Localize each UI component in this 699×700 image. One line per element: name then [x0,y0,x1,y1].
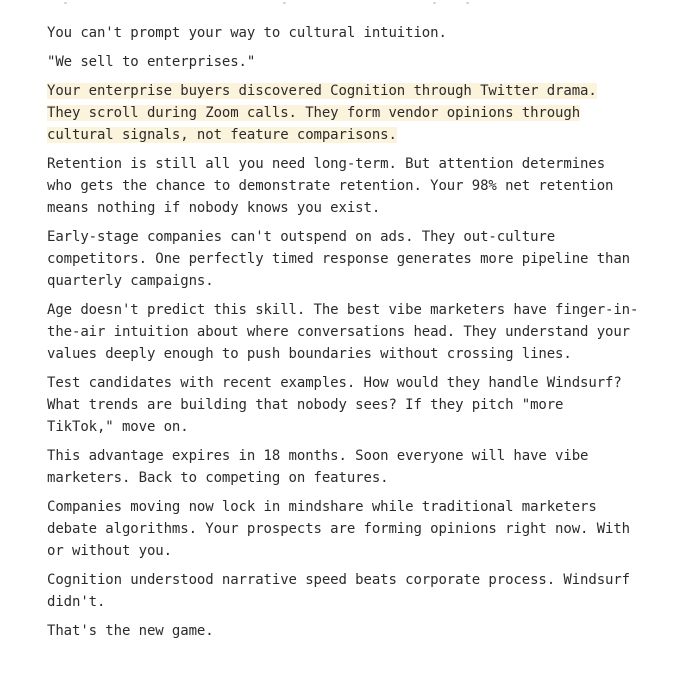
paragraph-advantage: This advantage expires in 18 months. Soon everyone will have vibe marketers. Back to competing on features. [47,448,589,486]
top-edge-marks [0,0,699,6]
paragraph-closing: That's the new game. [47,623,214,639]
paragraph-highlighted [47,80,687,146]
paragraph-early-stage: Early-stage companies can't outspend on ads. They out-culture competitors. One perfectly timed response generates more pipeline than quarterly campaigns. [47,229,631,289]
paragraph-test-candidates: Test candidates with recent examples. How would they handle Windsurf? What trends are building that nobody sees? If they pitch "more TikTok," move on. [47,375,622,435]
highlight-line-3: cultural signals, not feature comparisons. [47,127,397,143]
paragraph-companies: Companies moving now lock in mindshare while traditional marketers debate algorithms. Your prospects are forming opinions right now. With or without you. [47,499,631,559]
highlight-line-2: They scroll during Zoom calls. They form vendor opinions through [47,105,581,121]
document-body [47,22,687,649]
paragraph-intro: You can't prompt your way to cultural intuition. [47,25,447,41]
paragraph-quote: "We sell to enterprises." [47,54,256,70]
highlight-line-1: Your enterprise buyers discovered Cognition through Twitter drama. [47,83,597,99]
paragraph-cognition: Cognition understood narrative speed beats corporate process. Windsurf didn't. [47,572,631,610]
paragraph-age: Age doesn't predict this skill. The best vibe marketers have finger-in- the-air intuition about where conversations head. They understand your values deeply enough to push boundaries without crossing lines. [47,302,639,362]
paragraph-retention: Retention is still all you need long-term. But attention determines who gets the chance to demonstrate retention. Your 98% net retention means nothing if nobody knows you exist. [47,156,614,216]
